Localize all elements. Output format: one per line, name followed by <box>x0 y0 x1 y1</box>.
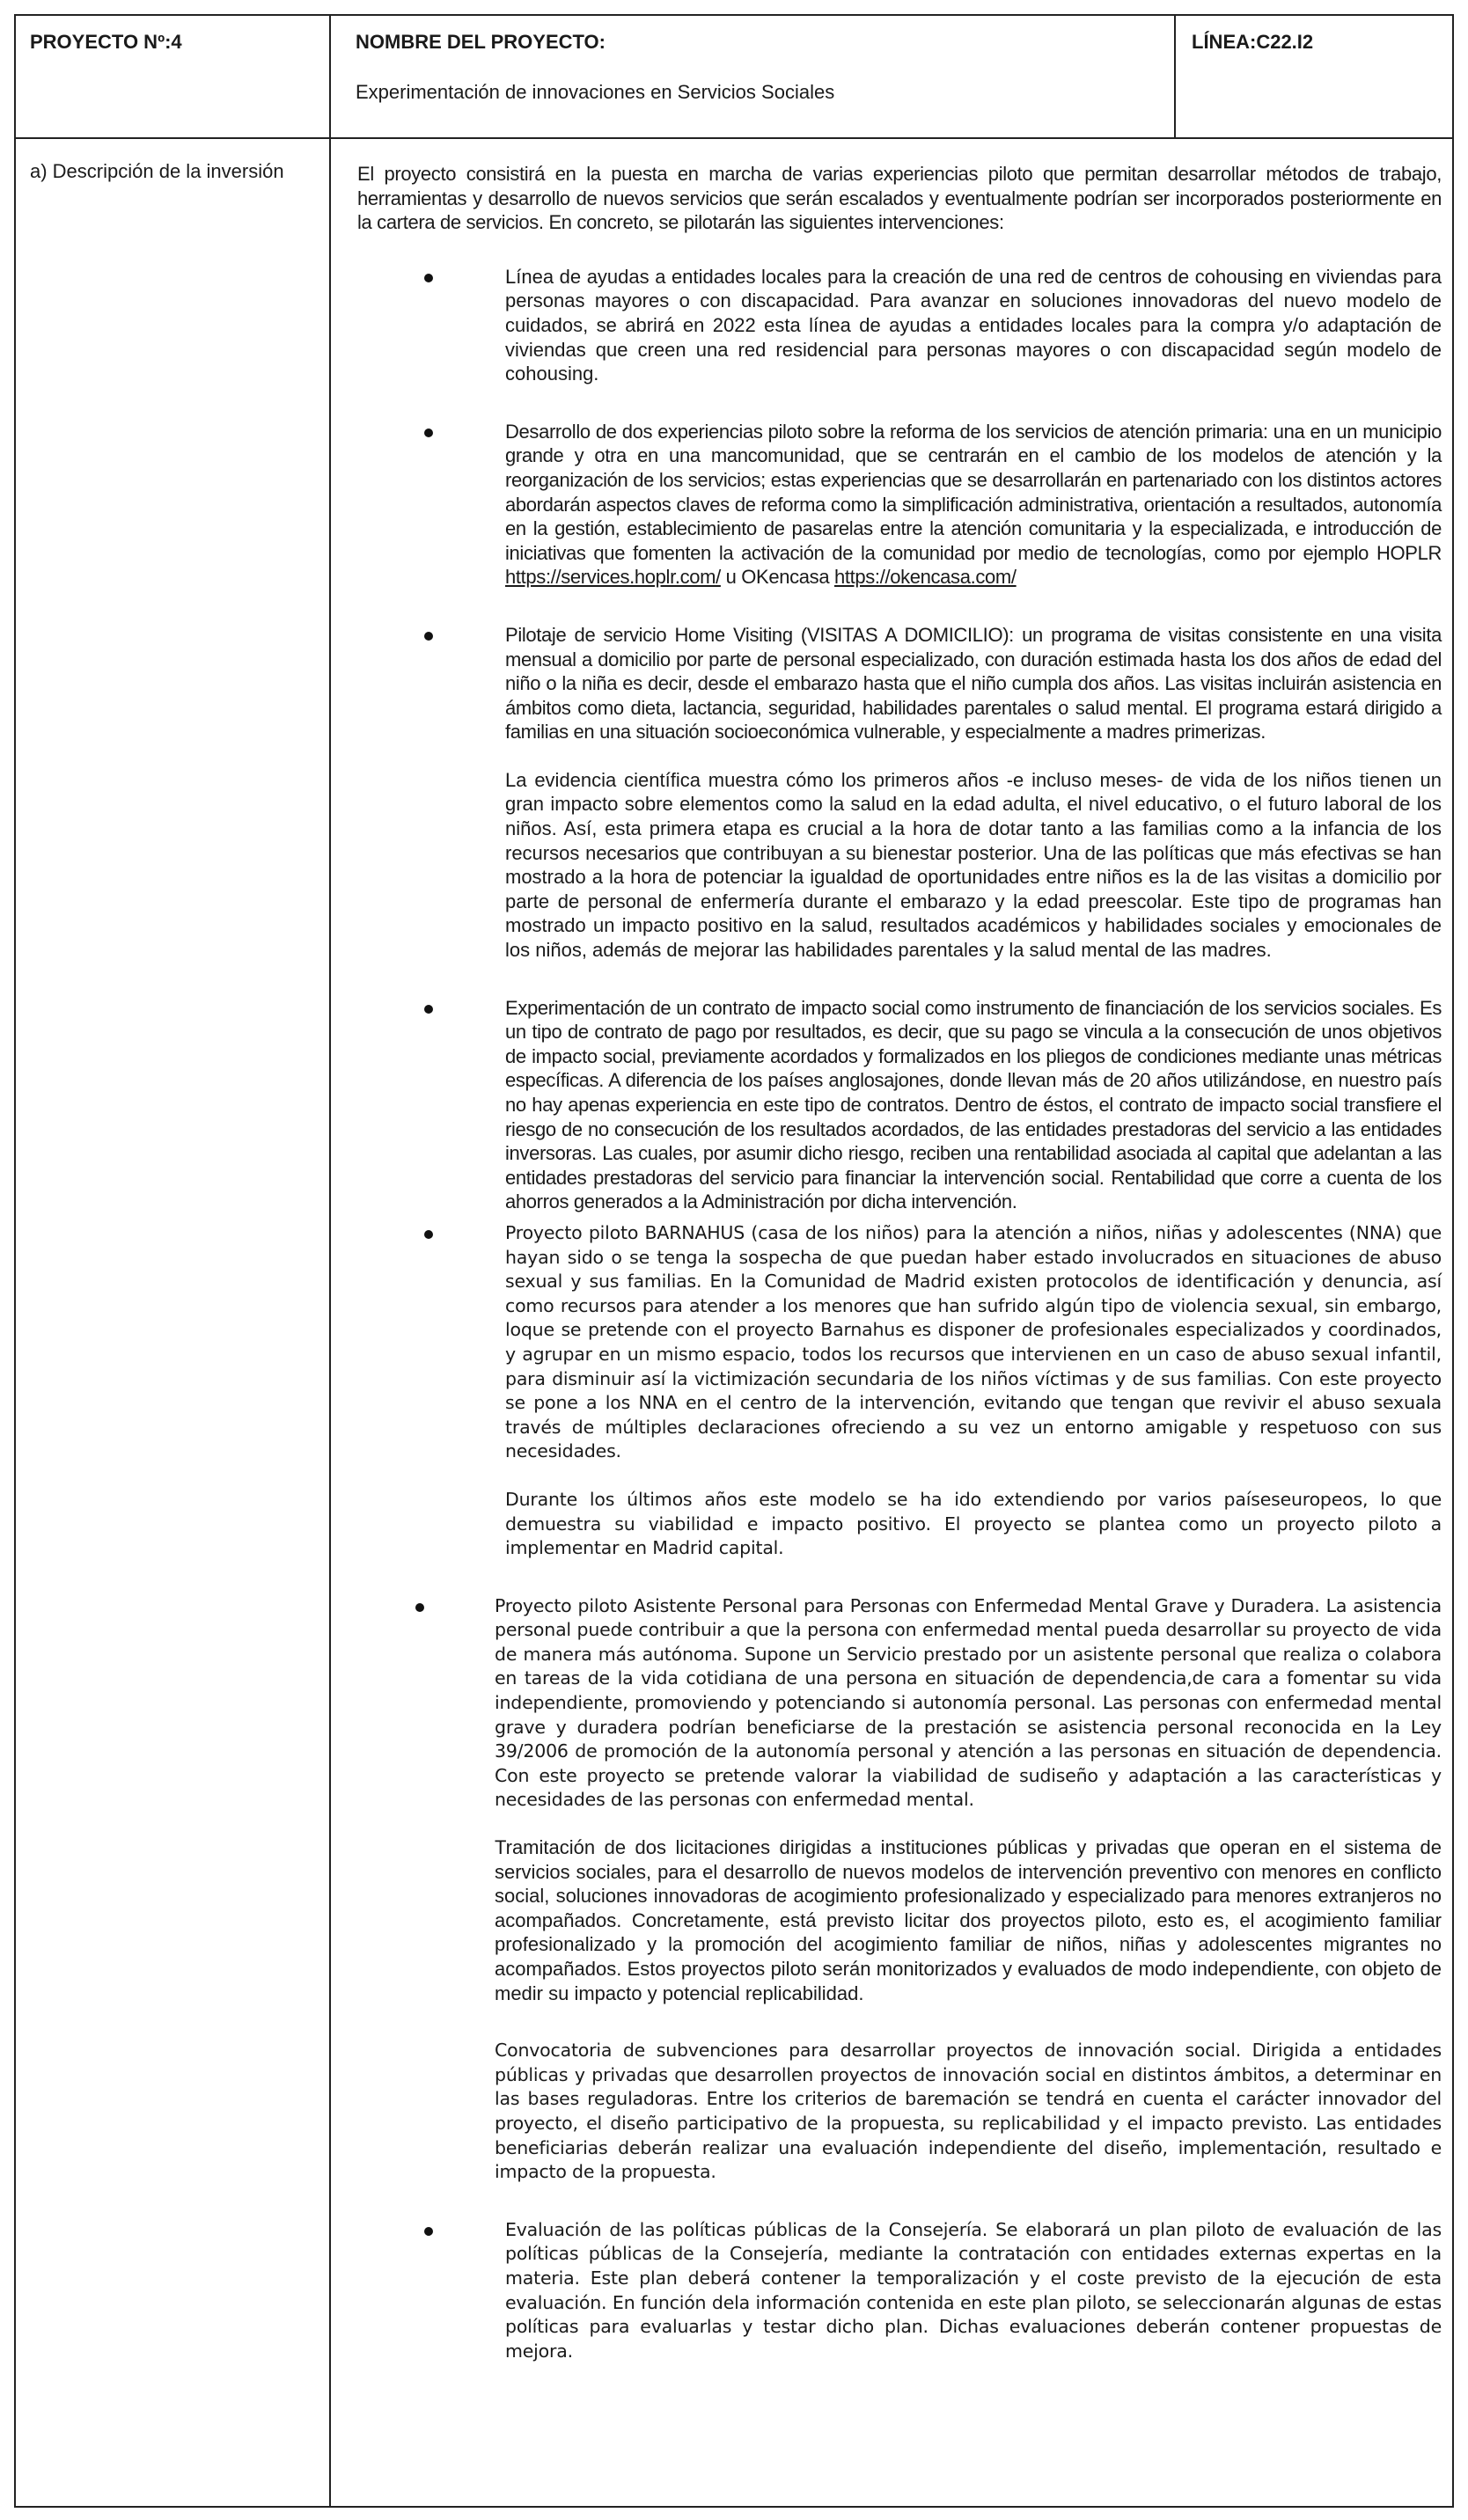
bullet-icon <box>424 274 433 282</box>
item-text: Proyecto piloto BARNAHUS (casa de los niños) para la atención a niños, niñas y adolescentes (NNA) que hayan sido o se tenga la sospecha de que puedan haber estado involucrados en situaciones de abuso sexual y sus familias. En la Comunidad de Madrid existen protocolos de identificación y denuncia, así como recursos para atender a los menores que han sufrido algún tipo de violencia sexual, sin embargo, loque se pretende con el proyecto Barnahus es disponer de profesionales especializados y coordinados, y agrupar en un mismo espacio, todos los recursos que intervienen en un caso de abuso sexual infantil, para disminuir así la victimización secundaria de los niños víctimas y de sus familias. Con este proyecto se pone a los NNA en el centro de la intervención, evitando que tengan que revivir el abuso sexuala través de múltiples declaraciones ofreciendo a su vez un entorno amigable y respetuoso con sus necesidades. <box>505 1221 1442 1462</box>
item-paragraph: La evidencia científica muestra cómo los primeros años -e incluso meses- de vida de los niños tienen un gran impacto sobre elementos como la salud en la edad adulta, el nivel educativo, o el futuro laboral de los niños. Así, esta primera etapa es crucial a la hora de dotar tanto a las familias como a la infancia de los recursos necesarios que contribuyan a su bienestar posterior. Una de las políticas que más efectivas se han mostrado a la hora de potenciar la igualdad de oportunidades entre niños es la de las visitas a domicilio por parte de personal de enfermería durante el embarazo y la edad preescolar. Este tipo de programas han mostrado un impacto positivo en la salud, resultados académicos y habilidades sociales y emocionales de los niños, además de mejorar las habilidades parentales y la salud mental de las madres. <box>505 768 1442 962</box>
document-page <box>14 14 1454 2508</box>
hoplr-link[interactable]: https://services.hoplr.com/ <box>505 566 721 589</box>
bullet-icon <box>424 2227 433 2236</box>
bullet-icon <box>424 429 433 437</box>
item-text: Experimentación de un contrato de impacto social como instrumento de financiación de los servicios sociales. Es un tipo de contrato de pago por resultados, es decir, que su pago se vincula a la consecución de unos objetivos de impacto social, previamente acordados y formalizados en los pliegos de condiciones mediante unas métricas específicas. A diferencia de los países anglosajones, donde llevan más de 20 años utilizándose, en nuestro país no hay apenas experiencia en este tipo de contratos. Dentro de éstos, el contrato de impacto social transfiere el riesgo de no consecución de los resultados acordados, de las entidades prestadoras del servicio a las entidades inversoras. Las cuales, por asumir dicho riesgo, reciben una rentabilidad asociada al capital que adelantan a las entidades prestadoras del servicio para financiar la intervención social. Rentabilidad que corre a cuenta de los ahorros generados a la Administración por dicha intervención. <box>505 996 1442 1213</box>
bullet-icon <box>424 632 433 641</box>
intro-paragraph: El proyecto consistirá en la puesta en marcha de varias experiencias piloto que permitan desarrollar métodos de trabajo, herramientas y desarrollo de nuevos servicios que serán escalados y eventualmente podrían ser incorporados posteriormente en la cartera de servicios. En concreto, se pilotarán las siguientes intervenciones: <box>357 163 1442 234</box>
table-border-left <box>14 14 16 2508</box>
project-name: Experimentación de innovaciones en Servicios Sociales <box>356 81 835 103</box>
item-text: Línea de ayudas a entidades locales para la creación de una red de centros de cohousing en viviendas para personas mayores o con discapacidad. Para avanzar en soluciones innovadoras del nuevo modelo de cuidados, se abrirá en 2022 esta línea de ayudas a entidades locales para la compra y/o adaptación de viviendas que creen una red residencial para personas mayores o con discapacidad según modelo de cohousing. <box>505 265 1442 385</box>
item-text: Pilotaje de servicio Home Visiting (VISITAS A DOMICILIO): un programa de visitas consistente en una visita mensual a domicilio por parte de personal especializado, con duración estimada hasta los dos años de edad del niño o la niña es decir, desde el embarazo hasta que el niño cumpla dos años. Las visitas incluirán asistencia en ámbitos como dieta, lactancia, seguridad, habilidades parentales o salud mental. El programa estará dirigido a familias en una situación socioeconómica vulnerable, y especialmente a madres primerizas. <box>505 623 1442 744</box>
table-border-bottom <box>14 2506 1454 2508</box>
item-text <box>505 420 1442 590</box>
item-text: Convocatoria de subvenciones para desarrollar proyectos de innovación social. Dirigida a entidades públicas y privadas que desarrollen proyectos de innovación social en distintos ámbitos, a determinar en las bases reguladoras. Entre los criterios de baremación se tendrá en cuenta el carácter innovador del proyecto, el diseño participativo de la propuesta, su replicabilidad y el impacto previsto. Las entidades beneficiarias deberán realizar una evaluación independiente del diseño, implementación, resultado e impacto de la propuesta. <box>495 2040 1442 2183</box>
line-label: LÍNEA:C22.I2 <box>1192 31 1314 53</box>
column-divider-2 <box>1174 14 1176 138</box>
list-item <box>357 996 1442 1214</box>
item-paragraph: Durante los últimos años este modelo se ha ido extendiendo por varios paíseseuropeos, lo que demuestra su viabilidad e impacto positivo. El proyecto se plantea como un proyecto piloto a implementar en Madrid capital. <box>505 1488 1442 1559</box>
column-divider-1 <box>329 14 331 2508</box>
intervention-list <box>357 265 1442 2364</box>
project-number-label: PROYECTO Nº:4 <box>30 31 182 53</box>
list-item <box>357 1594 1442 1813</box>
bullet-icon <box>415 1603 424 1612</box>
table-border-top <box>14 14 1454 16</box>
section-label: a) Descripción de la inversión <box>30 160 284 182</box>
section-content <box>357 162 1442 2397</box>
list-item <box>357 1221 1442 1561</box>
item-text: Proyecto piloto Asistente Personal para Personas con Enfermedad Mental Grave y Duradera. La asistencia personal puede contribuir a que la persona con enfermedad mental pueda desarrollar su proyecto de vida de manera más autónoma. Supone un Servicio prestado por un asistente personal que realiza o colabora en tareas de la vida cotidiana de una persona en situación de dependencia,de cara a fomentar su vida independiente, promoviendo y potenciando si autonomía personal. Las personas con enfermedad mental grave y duradera podrían beneficiarse de la prestación se asistencia personal reconocida en la Ley 39/2006 de promoción de la autonomía personal y atención a las personas en situación de dependencia. Con este proyecto se pretende valorar la viabilidad de sudiseño y adaptación a las características y necesidades de las personas con enfermedad mental. <box>495 1594 1442 1811</box>
item-text-mid: u OKencasa <box>725 566 830 589</box>
bullet-icon <box>424 1230 433 1239</box>
grants-paragraph <box>357 2039 1442 2185</box>
header-row-divider <box>14 137 1454 139</box>
table-border-right <box>1452 14 1454 2508</box>
list-item <box>357 623 1442 963</box>
project-name-label: NOMBRE DEL PROYECTO: <box>356 31 606 53</box>
item-text-main: Desarrollo de dos experiencias piloto sobre la reforma de los servicios de atención primaria: una en un municipio grande y otra en una mancomunidad, que se centrarán en el cambio de los modelos de atención y la reorganización de los servicios; estas experiencias que se desarrollarán en partenariado con los distintos actores abordarán aspectos claves de reforma como la simplificación administrativa, orientación a resultados, autonomía en la gestión, establecimiento de pasarelas entre la atención comunitaria y la especializada, e introducción de iniciativas que fomenten la activación de la comunidad por medio de tecnologías, como por ejemplo HOPLR <box>505 420 1442 564</box>
list-item <box>357 265 1442 386</box>
tender-paragraph <box>357 1835 1442 2005</box>
item-text: Evaluación de las políticas públicas de la Consejería. Se elaborará un plan piloto de evaluación de las políticas públicas de la Consejería, mediante la contratación con entidades externas expertas en la materia. Este plan deberá contener la temporalización y el coste previsto de la ejecución de esta evaluación. En función dela información contenida en este plan piloto, se seleccionarán algunas de estas políticas para evaluarlas y testar dicho plan. Dichas evaluaciones deberán contener propuestas de mejora. <box>505 2218 1442 2362</box>
list-item <box>357 2218 1442 2364</box>
okencasa-link[interactable]: https://okencasa.com/ <box>833 566 1017 589</box>
bullet-icon <box>424 1005 433 1014</box>
list-item <box>357 420 1442 590</box>
item-text: Tramitación de dos licitaciones dirigidas a instituciones públicas y privadas que operan en el sistema de servicios sociales, para el desarrollo de nuevos modelos de intervención preventivo con menores en conflicto social, soluciones innovadoras de acogimiento profesionalizado y especializado para menores extranjeros no acompañados. Concretamente, está previsto licitar dos proyectos piloto, esto es, el acogimiento familiar profesionalizado y la promoción del acogimiento familiar de niños, niñas y adolescentes migrantes no acompañados. Estos proyectos piloto serán monitorizados y evaluados de modo independiente, con objeto de medir su impacto y potencial replicabilidad. <box>495 1836 1442 2004</box>
